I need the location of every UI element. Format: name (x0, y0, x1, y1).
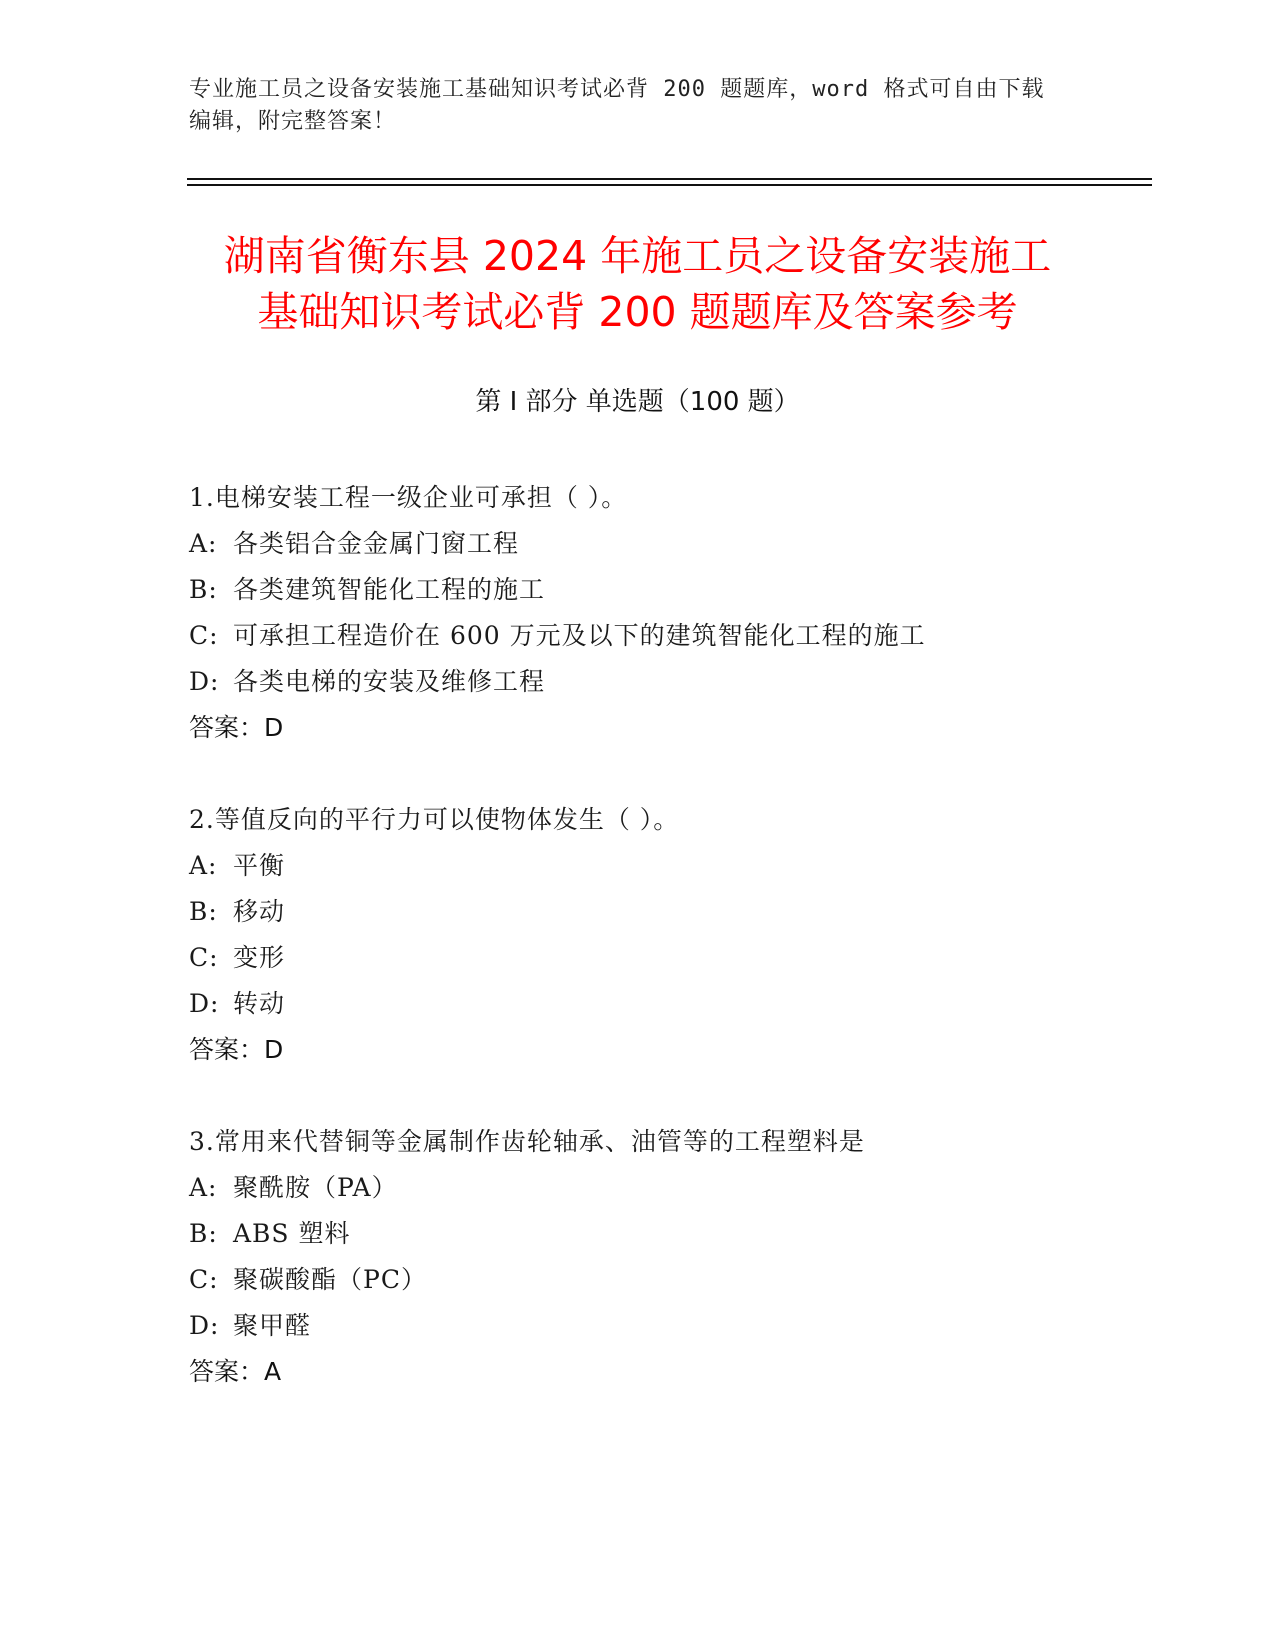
option-letter: B: (189, 575, 218, 604)
answer (189, 1027, 1139, 1073)
answer-value: A (264, 1357, 282, 1386)
option-text: 聚甲醛 (233, 1311, 312, 1340)
answer-label: 答案： (189, 713, 265, 742)
answer (189, 1349, 1139, 1395)
option-b (189, 567, 1139, 613)
option-letter: D: (189, 667, 220, 696)
option-text: 变形 (233, 943, 286, 972)
option-a (189, 521, 1139, 567)
option-text: 平衡 (233, 851, 286, 880)
question-3 (189, 1119, 1139, 1395)
answer-label: 答案： (189, 1035, 265, 1064)
option-letter: B: (189, 1219, 218, 1248)
question-2 (189, 797, 1139, 1073)
option-d (189, 659, 1139, 705)
option-text: 聚酰胺（PA） (233, 1173, 398, 1202)
option-text: 各类建筑智能化工程的施工 (233, 575, 546, 604)
section-heading: 第 I 部分 单选题（100 题） (475, 387, 800, 417)
question-stem: 2.等值反向的平行力可以使物体发生（ ）。 (189, 805, 680, 834)
option-letter: D: (189, 1311, 220, 1340)
option-a (189, 1165, 1139, 1211)
question-1 (189, 475, 1139, 751)
option-d (189, 981, 1139, 1027)
option-a (189, 843, 1139, 889)
header-divider-top (187, 178, 1152, 180)
option-letter: B: (189, 897, 218, 926)
option-text: 可承担工程造价在 600 万元及以下的建筑智能化工程的施工 (233, 621, 926, 650)
answer-value: D (264, 1035, 284, 1064)
option-d (189, 1303, 1139, 1349)
question-stem: 3.常用来代替铜等金属制作齿轮轴承、油管等的工程塑料是 (189, 1127, 865, 1156)
option-letter: C: (189, 1265, 219, 1294)
option-c (189, 1257, 1139, 1303)
header-note-line-1: 专业施工员之设备安装施工基础知识考试必背 200 题题库，word 格式可自由下载 (189, 77, 1045, 102)
question-list (189, 475, 1139, 1441)
header-divider-bottom (187, 184, 1152, 186)
option-text: 聚碳酸酯（PC） (233, 1265, 427, 1294)
option-c (189, 613, 1139, 659)
option-text: 转动 (233, 989, 286, 1018)
option-letter: C: (189, 943, 219, 972)
option-text: 各类电梯的安装及维修工程 (233, 667, 546, 696)
question-stem: 1.电梯安装工程一级企业可承担（ ）。 (189, 483, 628, 512)
option-letter: C: (189, 621, 219, 650)
option-text: 移动 (233, 897, 286, 926)
option-c (189, 935, 1139, 981)
option-letter: A: (189, 851, 218, 880)
option-letter: D: (189, 989, 220, 1018)
option-text: ABS 塑料 (233, 1219, 351, 1248)
option-letter: A: (189, 1173, 218, 1202)
option-letter: A: (189, 529, 218, 558)
option-text: 各类铝合金金属门窗工程 (233, 529, 520, 558)
document-title (120, 228, 1155, 340)
answer (189, 705, 1139, 751)
header-note-line-2: 编辑，附完整答案！ (189, 109, 397, 134)
option-b (189, 1211, 1139, 1257)
document-title-line-1: 湖南省衡东县 2024 年施工员之设备安装施工 (223, 232, 1052, 280)
answer-label: 答案： (189, 1357, 265, 1386)
answer-value: D (264, 713, 284, 742)
document-title-line-2: 基础知识考试必背 200 题题库及答案参考 (257, 288, 1018, 336)
option-b (189, 889, 1139, 935)
header-note (189, 74, 1089, 138)
